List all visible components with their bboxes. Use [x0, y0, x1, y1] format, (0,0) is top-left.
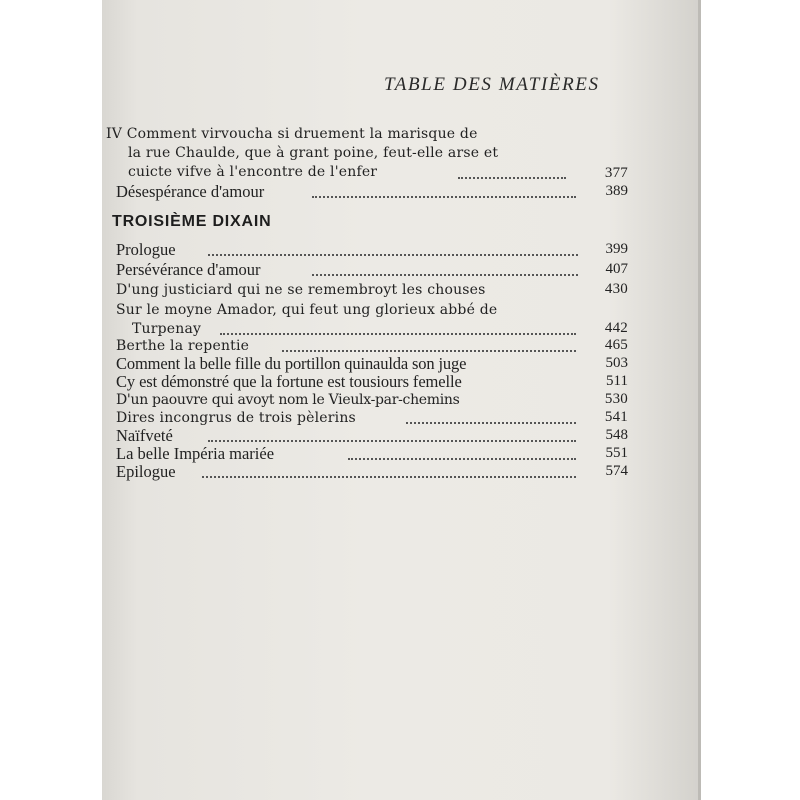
page-number: 442: [604, 320, 628, 336]
page-number: 551: [605, 445, 628, 461]
page-number: 574: [605, 463, 628, 479]
page-edge: [698, 0, 701, 800]
toc-entry-title: Comment la belle fille du portillon quinaulda son juge: [116, 354, 467, 373]
page-number: 511: [606, 373, 628, 389]
toc-entry-line: cuicte vifve à l'encontre de l'enfer: [128, 164, 378, 180]
leader-dots: [208, 254, 578, 256]
leader-dots: [208, 440, 576, 442]
toc-entry-title: Epilogue: [116, 462, 176, 481]
toc-entry-title: Persévérance d'amour: [116, 260, 261, 279]
leader-dots: [202, 476, 576, 478]
page-number: 407: [605, 261, 628, 277]
page-number: 465: [604, 337, 628, 353]
toc-entry: [116, 183, 626, 203]
leader-dots: [312, 196, 576, 198]
toc-entry: [116, 281, 626, 301]
page-number: 530: [604, 391, 628, 407]
toc-entry-title: D'ung justiciard qui ne se remembroyt les chouses: [116, 282, 486, 298]
toc-entry: [116, 391, 626, 411]
toc-entry: [116, 301, 626, 341]
section-title: TROISIÈME DIXAIN: [112, 213, 272, 230]
toc-entry-line: Sur le moyne Amador, qui feut ung glorieux abbé de: [116, 302, 498, 318]
page-number: 503: [605, 355, 628, 371]
leader-dots: [220, 333, 576, 335]
toc-entry-title: Dires incongrus de trois pèlerins: [116, 410, 356, 426]
toc-entry: [116, 445, 626, 465]
toc-entry-line: IV Comment virvoucha si druement la marisque de: [106, 126, 478, 142]
leader-dots: [458, 177, 566, 179]
toc-entry-title: Naïfveté: [116, 426, 173, 445]
leader-dots: [406, 422, 576, 424]
page-number: 377: [604, 165, 628, 181]
leader-dots: [312, 274, 578, 276]
toc-entry-title: Berthe la repentie: [116, 338, 250, 354]
toc-entry-line: la rue Chaulde, que à grant poine, feut-elle arse et: [128, 145, 499, 161]
toc-entry-title: Désespérance d'amour: [116, 182, 265, 201]
page-number: 541: [604, 409, 628, 425]
toc-entry-title: D'un paouvre qui avoyt nom le Vieulx-par-chemins: [116, 392, 460, 408]
page-number: 548: [605, 427, 628, 443]
toc-entry: [116, 261, 626, 281]
toc-entry: [116, 409, 626, 429]
toc-entry: [116, 241, 626, 261]
toc-entry-title: La belle Impéria mariée: [116, 444, 275, 463]
toc-entry-title: Cy est démonstré que la fortune est tousiours femelle: [116, 372, 462, 391]
toc-entry: [116, 463, 626, 483]
page-number: 389: [605, 183, 628, 199]
toc-entry-line: Turpenay: [132, 321, 202, 337]
page-number: 399: [605, 241, 628, 257]
toc-entry: [116, 373, 626, 393]
page-number: 430: [604, 281, 628, 297]
toc-entry-title: Prologue: [116, 240, 176, 259]
leader-dots: [282, 350, 576, 352]
toc-entry: [106, 125, 626, 185]
running-head: TABLE DES MATIÈRES: [384, 74, 600, 95]
leader-dots: [348, 458, 576, 460]
